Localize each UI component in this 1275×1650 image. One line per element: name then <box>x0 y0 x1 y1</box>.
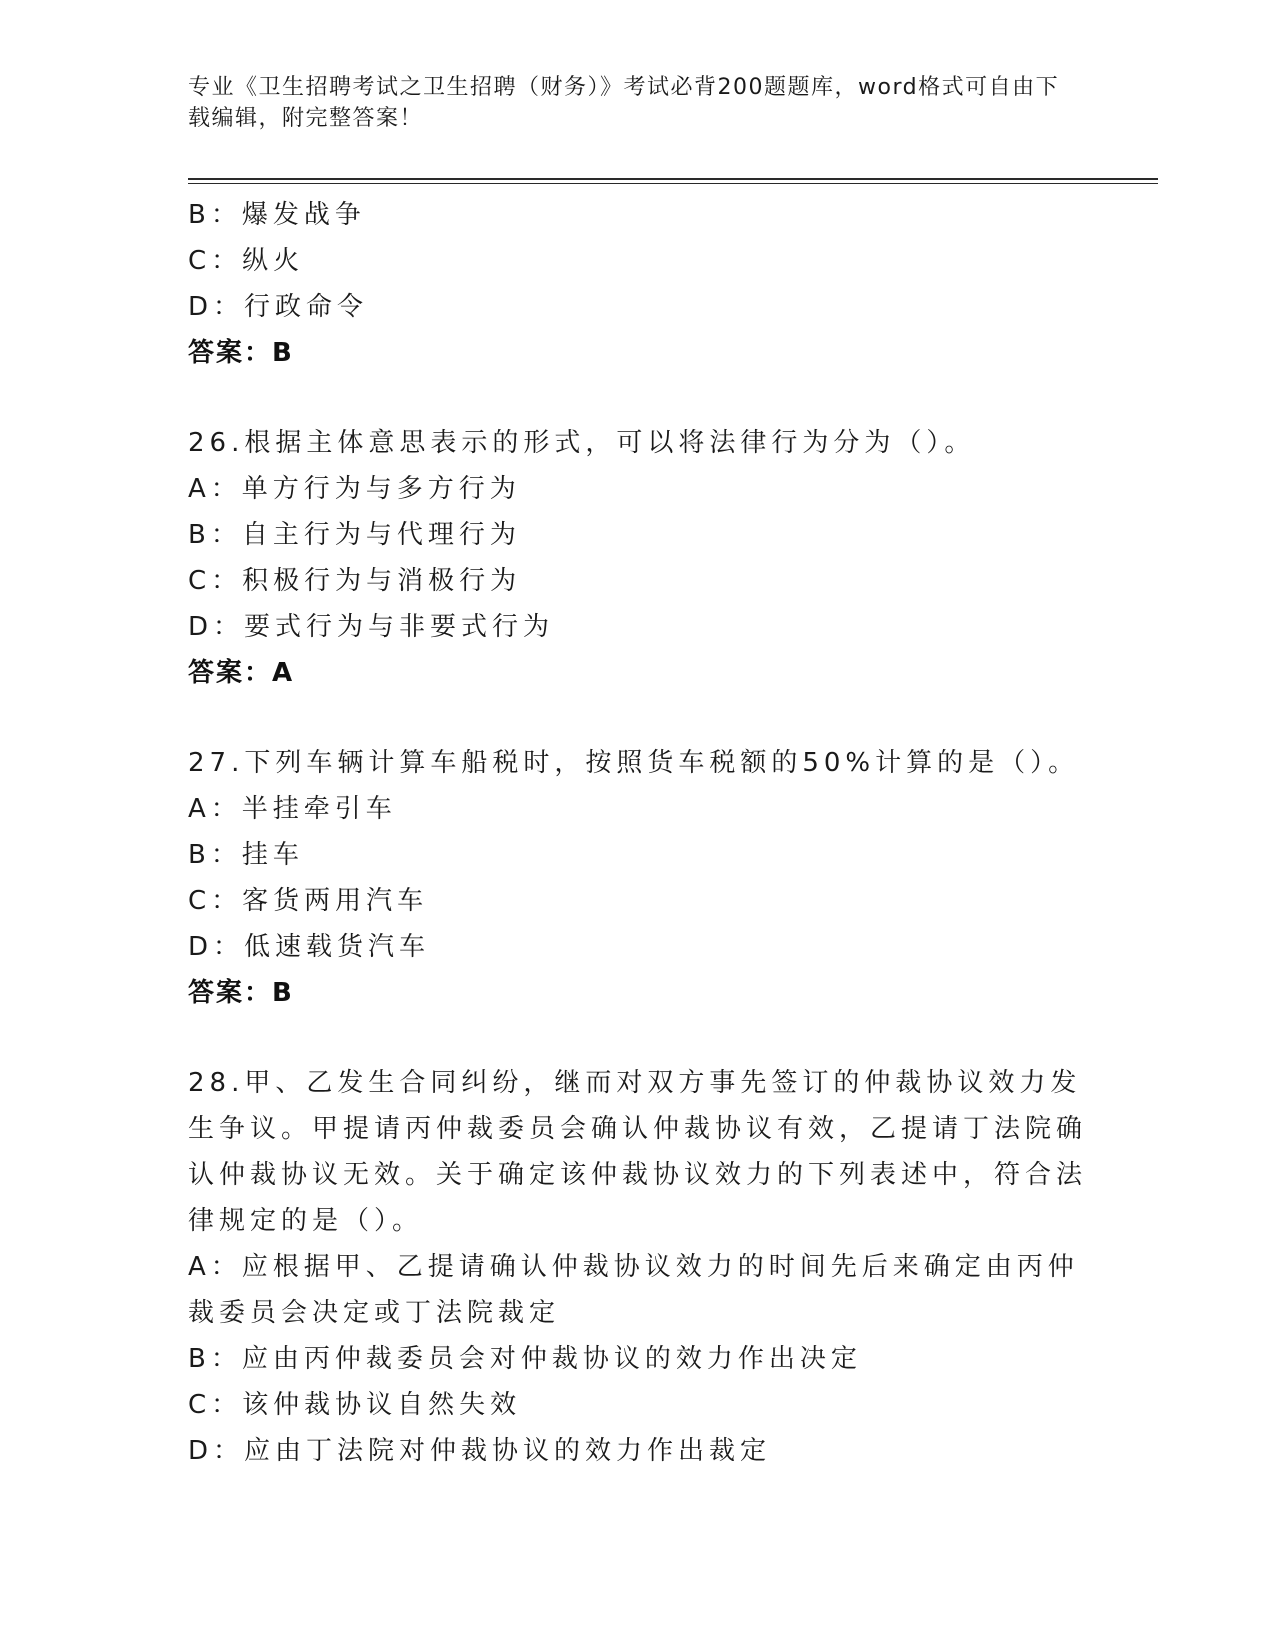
spacer <box>188 1016 1088 1060</box>
option-c: C：客货两用汽车 <box>188 886 429 916</box>
question-stem: 26.根据主体意思表示的形式，可以将法律行为分为（）。 <box>188 428 976 458</box>
spacer <box>188 376 1088 420</box>
option-b: B：挂车 <box>188 840 304 870</box>
header-divider-thin <box>188 183 1158 184</box>
option-d: D：应由丁法院对仲裁协议的效力作出裁定 <box>188 1436 772 1466</box>
option-b: B：自主行为与代理行为 <box>188 520 521 550</box>
option-a: A：半挂牵引车 <box>188 794 397 824</box>
answer-line: 答案：B <box>188 978 294 1008</box>
option-c: C：该仲裁协议自然失效 <box>188 1390 522 1420</box>
option-d: D：要式行为与非要式行为 <box>188 612 555 642</box>
option-a: A：单方行为与多方行为 <box>188 474 521 504</box>
spacer <box>188 696 1088 740</box>
header-divider-thick <box>188 178 1158 180</box>
answer-line: 答案：B <box>188 338 294 368</box>
option-b: B：爆发战争 <box>188 200 366 230</box>
question-list <box>188 192 1088 1474</box>
question-stem: 28.甲、乙发生合同纠纷，继而对双方事先签订的仲裁协议效力发生争议。甲提请丙仲裁委员会确认仲裁协议有效，乙提请丁法院确认仲裁协议无效。关于确定该仲裁协议效力的下列表述中，符合法律规定的是（）。 <box>188 1068 1088 1236</box>
option-a: A：应根据甲、乙提请确认仲裁协议效力的时间先后来确定由丙仲裁委员会决定或丁法院裁定 <box>188 1252 1079 1328</box>
question-26 <box>188 420 1088 696</box>
document-header: 专业《卫生招聘考试之卫生招聘（财务）》考试必背200题题库，word格式可自由下载编辑，附完整答案！ <box>188 75 1060 131</box>
question-28 <box>188 1060 1088 1474</box>
option-c: C：积极行为与消极行为 <box>188 566 522 596</box>
question-25 <box>188 192 1088 376</box>
option-b: B：应由丙仲裁委员会对仲裁协议的效力作出决定 <box>188 1344 862 1374</box>
option-c: C：纵火 <box>188 246 305 276</box>
question-27 <box>188 740 1088 1016</box>
option-d: D：行政命令 <box>188 292 369 322</box>
question-stem: 27.下列车辆计算车船税时，按照货车税额的50%计算的是（）。 <box>188 748 1080 778</box>
answer-line: 答案：A <box>188 658 295 688</box>
option-d: D：低速载货汽车 <box>188 932 431 962</box>
